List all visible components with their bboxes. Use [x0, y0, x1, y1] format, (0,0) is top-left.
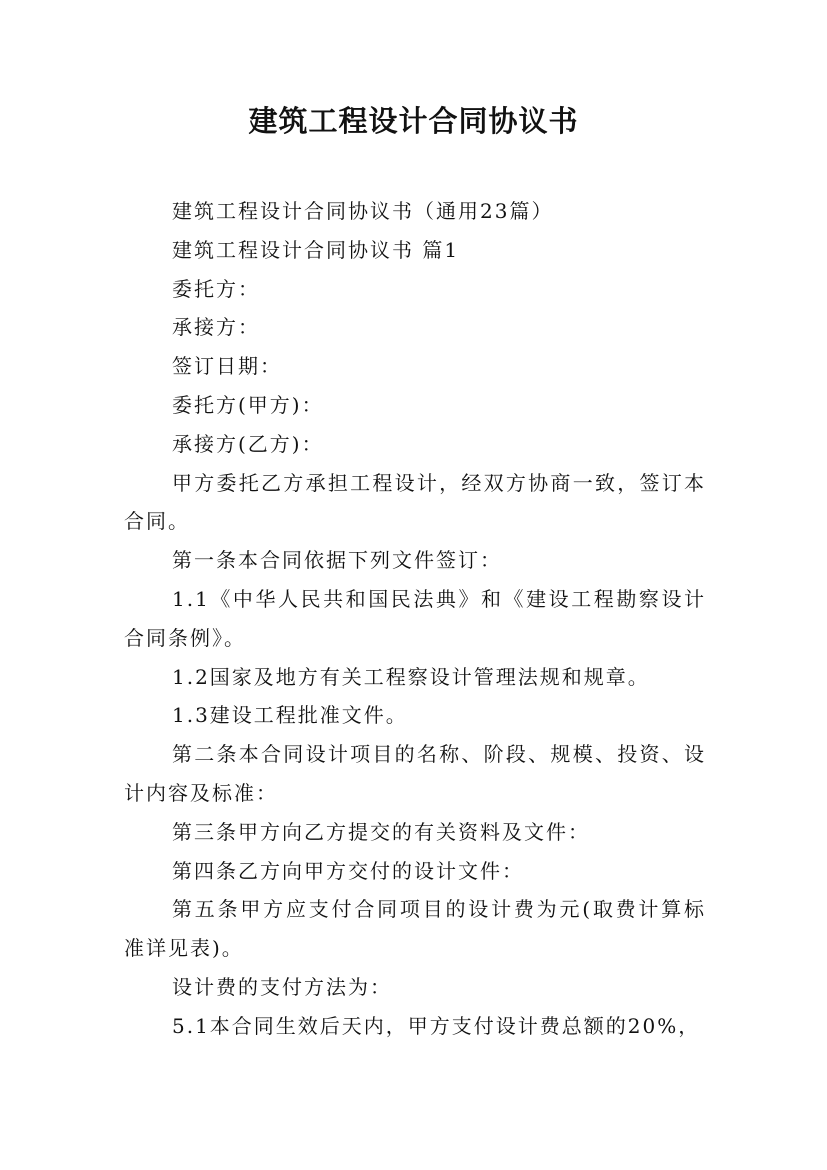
paragraph-clause-5-1: 5.1本合同生效后天内，甲方支付设计费总额的20%，	[172, 1013, 701, 1038]
paragraph-collection-heading: 建筑工程设计合同协议书（通用23篇）	[172, 199, 554, 223]
paragraph-article-4: 第四条乙方向甲方交付的设计文件：	[172, 858, 524, 883]
paragraph-party-a: 委托方(甲方)：	[172, 392, 324, 417]
paragraph-payment-method: 设计费的支付方法为：	[172, 974, 392, 999]
paragraph-article-5: 第五条甲方应支付合同项目的设计费为元(取费计算标准详见表)。	[124, 897, 706, 961]
paragraph-signing-date: 签订日期：	[172, 354, 282, 379]
document-body	[124, 192, 706, 1046]
paragraph-article-2: 第二条本合同设计项目的名称、阶段、规模、投资、设计内容及标准：	[124, 742, 706, 805]
paragraph-clause-1-1: 1.1《中华人民共和国民法典》和《建设工程勘察设计合同条例》。	[124, 586, 706, 650]
paragraph-contractor: 承接方：	[172, 315, 260, 340]
paragraph-article-1: 第一条本合同依据下列文件签订：	[172, 548, 502, 573]
paragraph-clause-1-3: 1.3建设工程批准文件。	[172, 703, 408, 728]
paragraph-article-heading: 建筑工程设计合同协议书 篇1	[172, 237, 460, 262]
paragraph-intro: 甲方委托乙方承担工程设计，经双方协商一致，签订本合同。	[124, 470, 706, 534]
paragraph-party-b: 承接方(乙方)：	[172, 431, 324, 456]
paragraph-clause-1-2: 1.2国家及地方有关工程察设计管理法规和规章。	[172, 664, 650, 689]
document-title: 建筑工程设计合同协议书	[248, 104, 579, 138]
paragraph-article-3: 第三条甲方向乙方提交的有关资料及文件：	[172, 819, 590, 844]
paragraph-client: 委托方：	[172, 276, 260, 301]
